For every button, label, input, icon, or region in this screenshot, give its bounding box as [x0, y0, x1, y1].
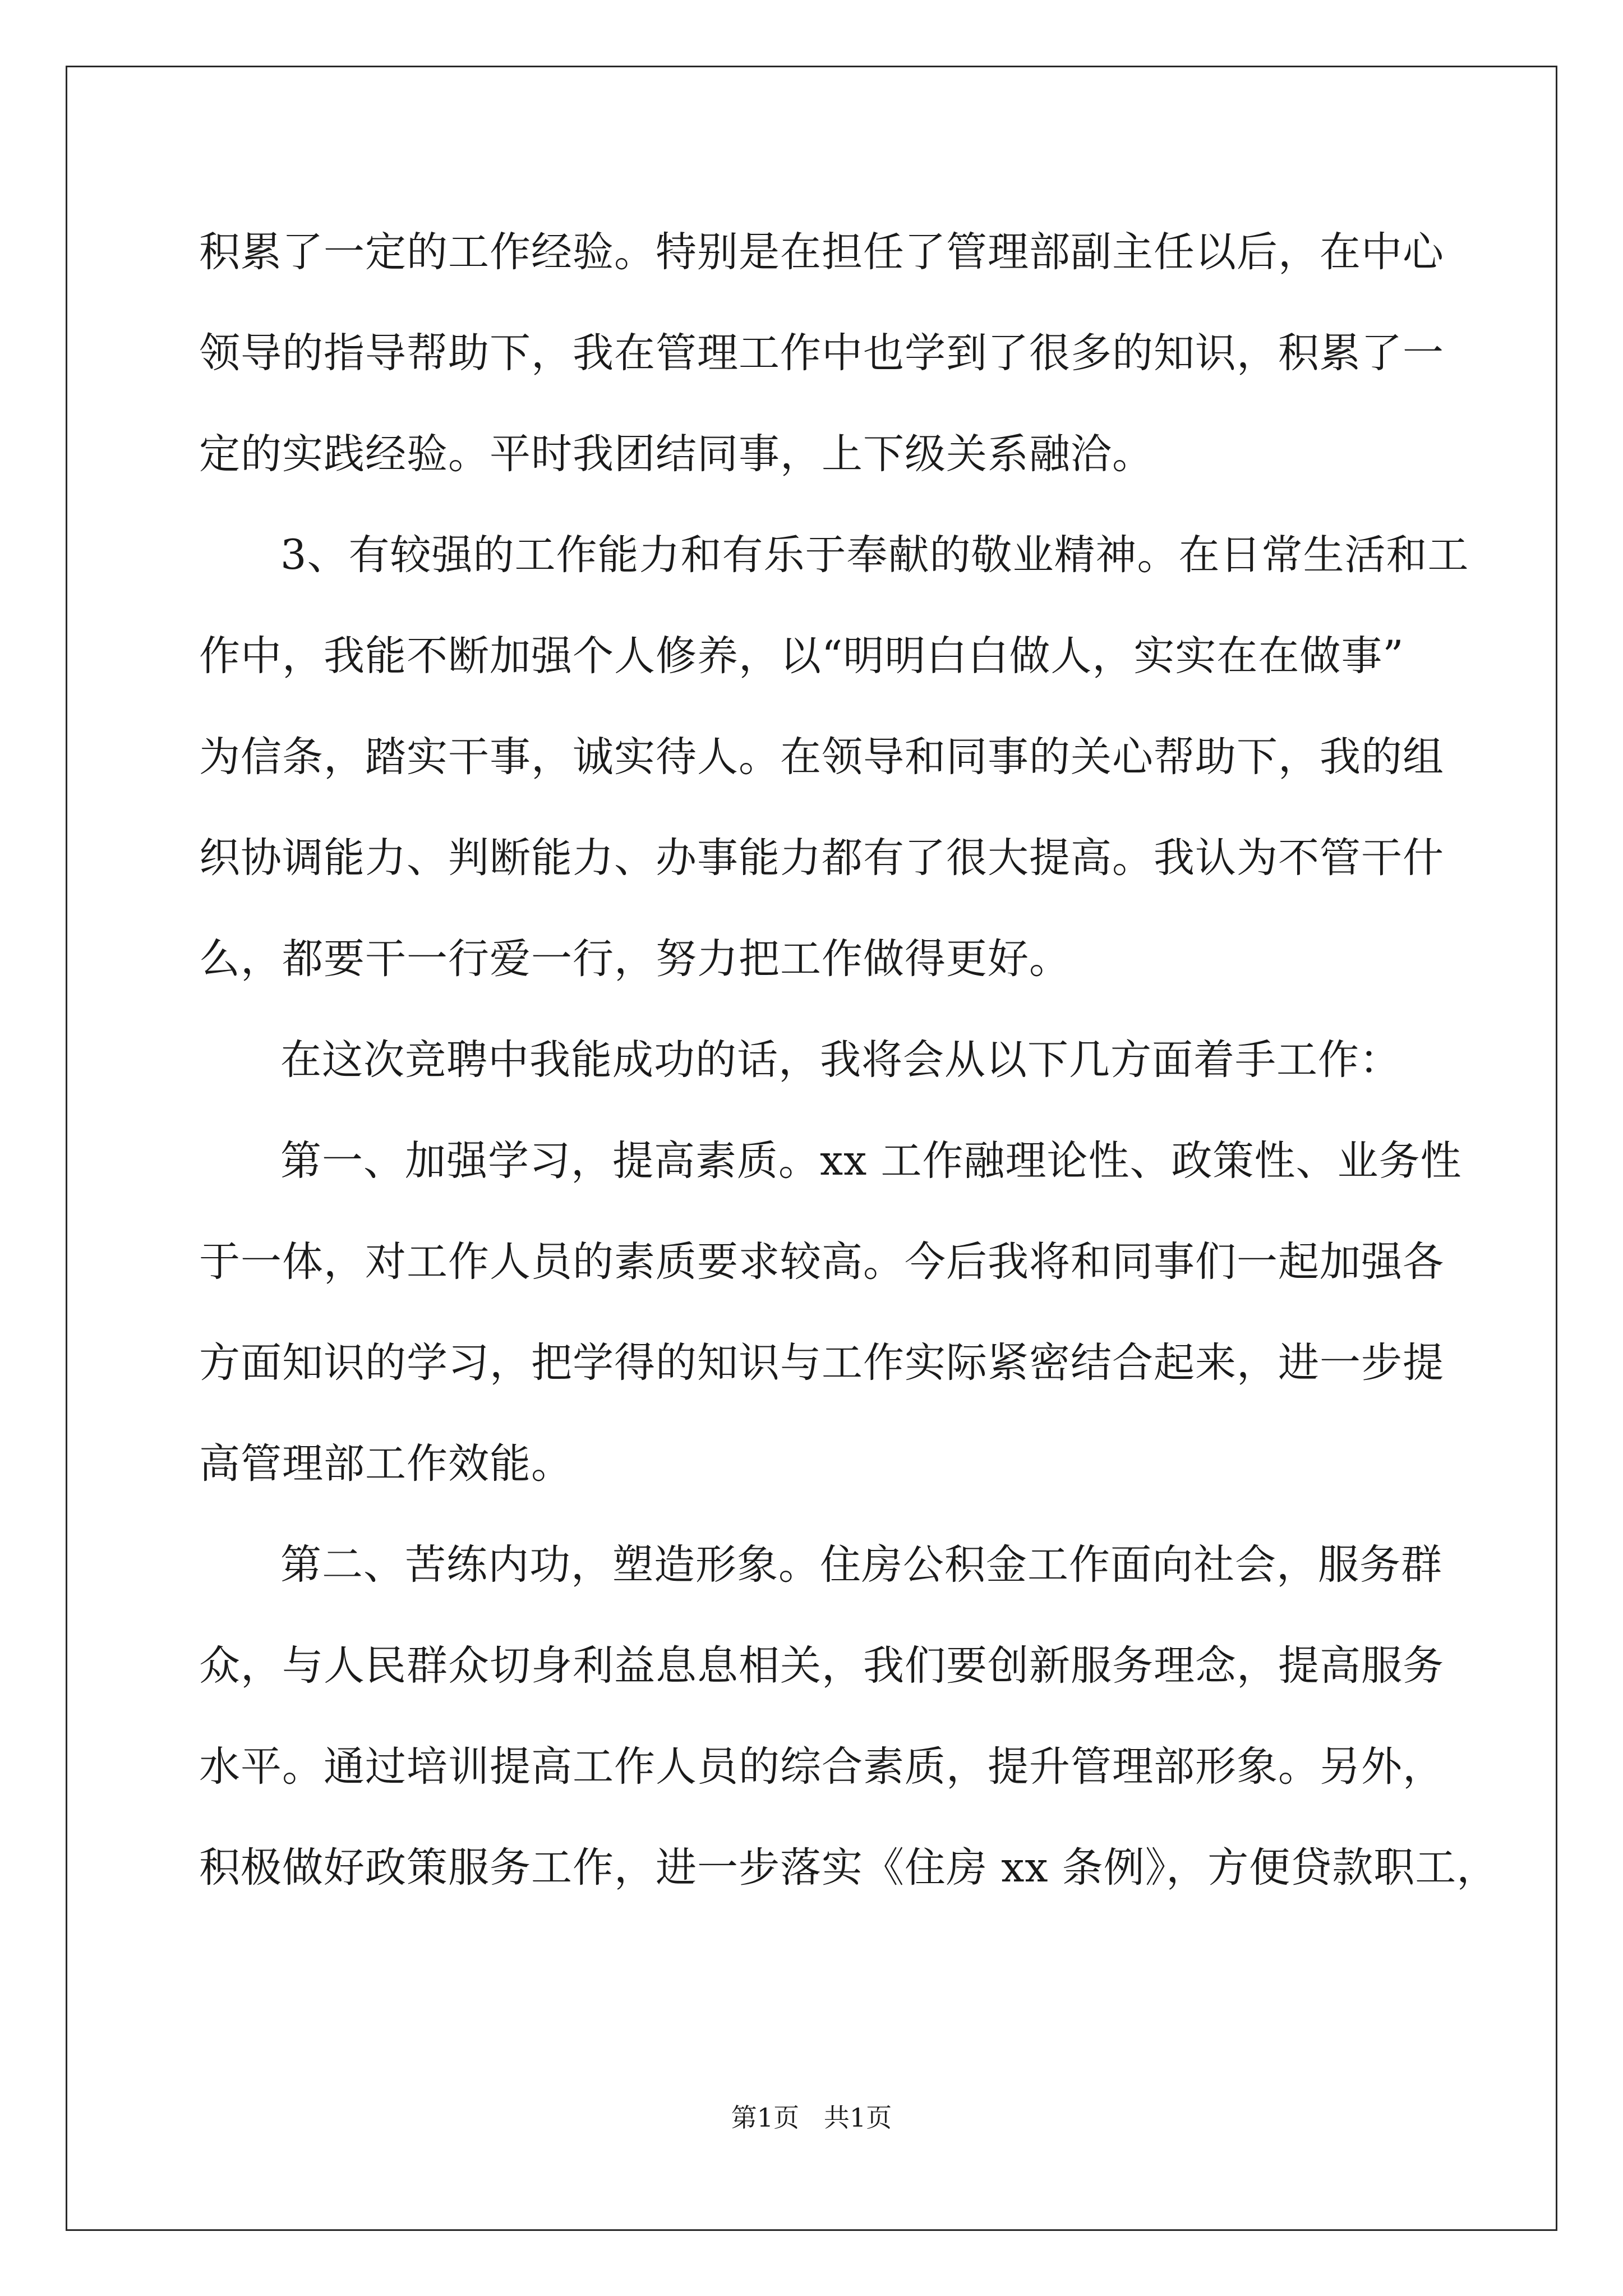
- document-body: [199, 222, 1498, 1938]
- text-line-17: 积极做好政策服务工作，进一步落实《住房 xx 条例》，方便贷款职工，: [199, 1844, 1498, 1892]
- text-line-14: 第二、苦练内功，塑造形象。住房公积金工作面向社会，服务群: [280, 1541, 1442, 1589]
- page-number-footer: 第1页 共1页: [731, 2102, 892, 2133]
- text-line-15: 众，与人民群众切身利益息息相关，我们要创新服务理念，提高服务: [199, 1642, 1444, 1690]
- text-line-6: 为信条，踏实干事，诚实待人。在领导和同事的关心帮助下，我的组: [199, 733, 1444, 781]
- text-line-7: 织协调能力、判断能力、办事能力都有了很大提高。我认为不管干什: [199, 834, 1444, 882]
- text-line-1: 积累了一定的工作经验。特别是在担任了管理部副主任以后，在中心: [199, 228, 1444, 276]
- text-line-8: 么，都要干一行爱一行，努力把工作做得更好。: [199, 935, 1071, 983]
- text-line-3: 定的实践经验。平时我团结同事，上下级关系融洽。: [199, 430, 1154, 478]
- text-line-13: 高管理部工作效能。: [199, 1440, 573, 1488]
- text-line-2: 领导的指导帮助下，我在管理工作中也学到了很多的知识，积累了一: [199, 329, 1444, 377]
- text-line-11: 于一体，对工作人员的素质要求较高。今后我将和同事们一起加强各: [199, 1238, 1444, 1286]
- text-line-9: 在这次竞聘中我能成功的话，我将会从以下几方面着手工作：: [280, 1036, 1401, 1084]
- text-line-5: 作中，我能不断加强个人修养，以“明明白白做人，实实在在做事”: [199, 632, 1404, 680]
- text-line-10: 第一、加强学习，提高素质。xx 工作融理论性、政策性、业务性: [280, 1137, 1462, 1185]
- text-line-16: 水平。通过培训提高工作人员的综合素质，提升管理部形象。另外，: [199, 1743, 1444, 1791]
- text-line-12: 方面知识的学习，把学得的知识与工作实际紧密结合起来，进一步提: [199, 1339, 1444, 1387]
- text-line-4: 3、有较强的工作能力和有乐于奉献的敬业精神。在日常生活和工: [280, 531, 1469, 579]
